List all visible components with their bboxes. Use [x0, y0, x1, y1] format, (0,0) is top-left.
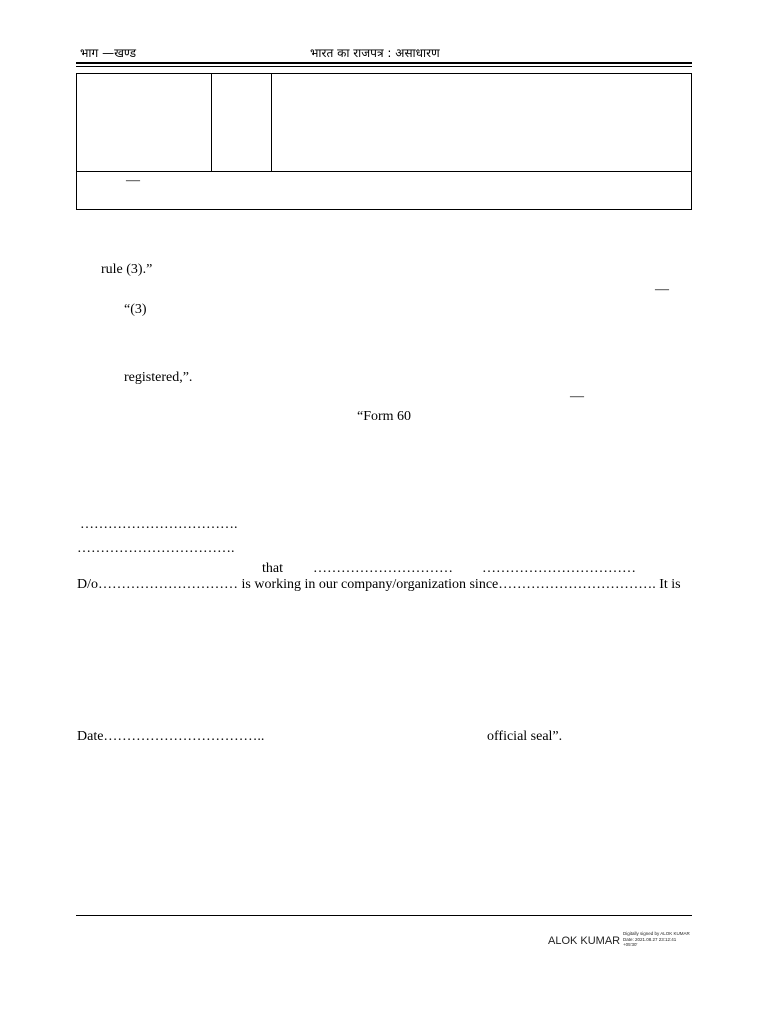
- date-field: Date……………………………..: [77, 729, 265, 744]
- table-frame: [76, 73, 692, 210]
- dash-marker-2: —: [570, 389, 584, 404]
- that-word: that: [262, 561, 283, 576]
- dotted-field-3: …………………………: [313, 561, 453, 576]
- table-row-divider: [76, 171, 692, 172]
- clause-3-open: “(3): [124, 302, 147, 317]
- dotted-field-4: ……………………………: [482, 561, 636, 576]
- header-gazette-title: भारत का राजपत्र : असाधारण: [310, 46, 440, 60]
- registered-text: registered,”.: [124, 370, 193, 385]
- table-column-divider-2: [271, 73, 272, 172]
- header-rule-top: [76, 62, 692, 64]
- dash-marker-1: —: [655, 282, 669, 297]
- header-section-label: भाग —खण्ड: [80, 46, 137, 60]
- table-footer-dash: —: [126, 173, 140, 188]
- signature-date: Date: 2021.08.27 23:12:41: [623, 936, 677, 942]
- header-rule-bottom: [76, 66, 692, 67]
- employment-line: D/o………………………… is working in our company/organization since……………………………. It is: [77, 577, 681, 592]
- official-seal-text: official seal”.: [487, 729, 563, 744]
- footer-rule: [76, 915, 692, 916]
- table-column-divider-1: [211, 73, 212, 172]
- signature-signed-by: Digitally signed by ALOK KUMAR: [623, 931, 690, 936]
- rule-3-text: rule (3).”: [101, 262, 153, 277]
- dotted-field-2: …………………………….: [77, 541, 235, 556]
- signature-name: ALOK KUMAR: [548, 935, 621, 947]
- signature-timezone: +05'30': [623, 942, 638, 947]
- dotted-field-1: …………………………….: [80, 517, 238, 532]
- form-60-title: “Form 60: [357, 409, 412, 424]
- signature-details: [623, 931, 690, 948]
